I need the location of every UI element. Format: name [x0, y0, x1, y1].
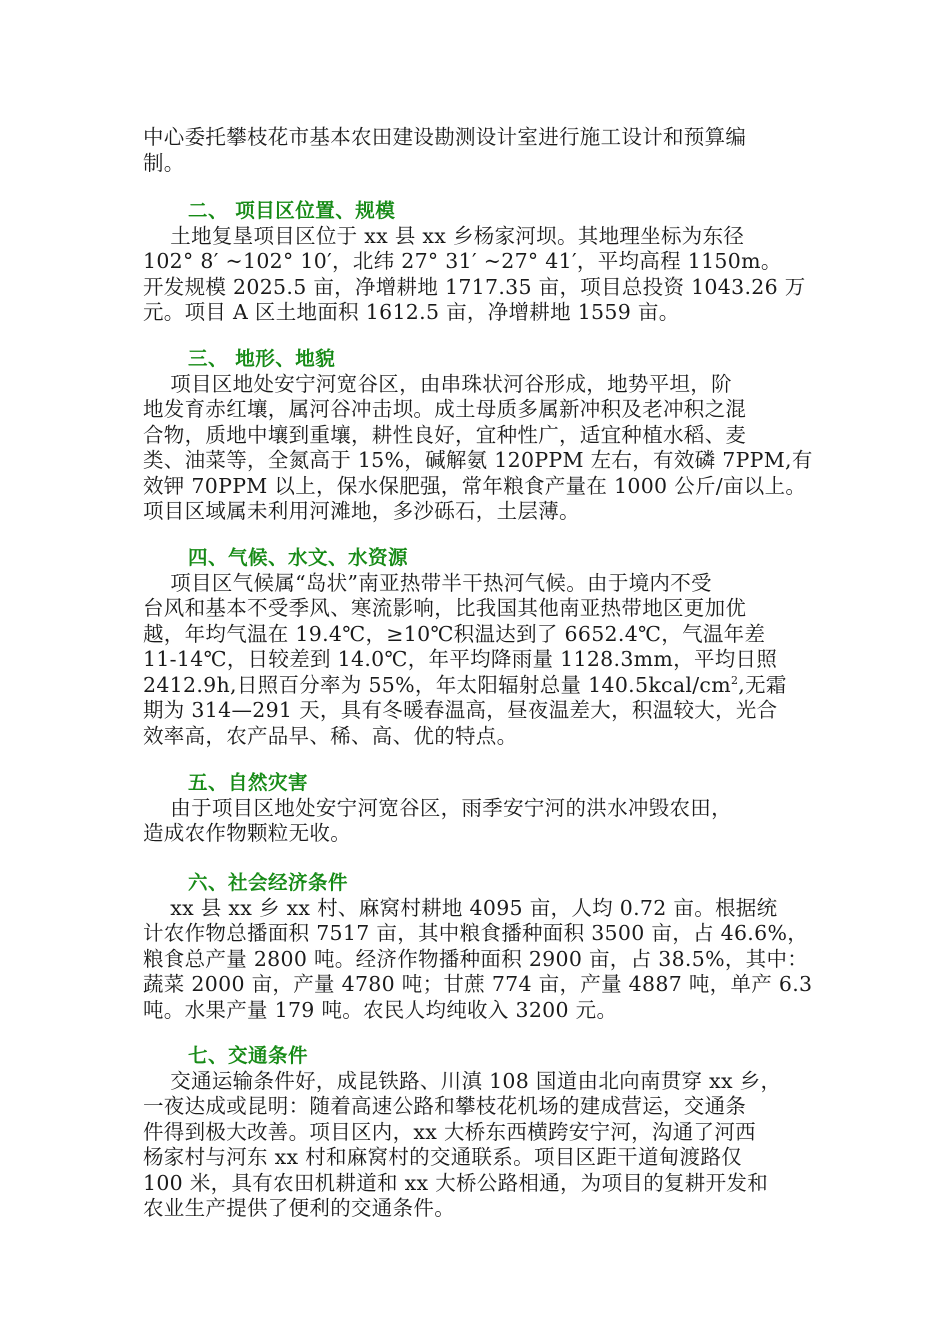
section-heading: 三、 地形、地貌	[188, 347, 336, 370]
text-line: 102° 8′ ~102° 10′，北纬 27° 31′ ~27° 41′，平均高程 1150m。	[143, 249, 782, 273]
text-line: 合物，质地中壤到重壤，耕性良好，宜种性广，适宜种植水稻、麦	[143, 422, 747, 447]
text-line: 粮食总产量 2800 吨。经济作物播种面积 2900 亩，占 38.5%，其中：	[143, 946, 809, 971]
text-line: 期为 314—291 天，具有冬暖春温高，昼夜温差大，积温较大，光合	[143, 698, 778, 722]
section-heading: 七、交通条件	[188, 1044, 309, 1067]
text-line: 蔬菜 2000 亩，产量 4780 吨；甘蔗 774 亩，产量 4887 吨，单产 6.3	[143, 972, 813, 996]
section-heading: 五、自然灾害	[188, 771, 309, 794]
section-terrain	[143, 346, 823, 525]
text-line: 地发育赤红壤，属河谷冲击坝。成土母质多属新冲积及老冲积之混	[143, 397, 747, 421]
text-line: 造成农作物颗粒无收。	[143, 821, 351, 845]
intro-paragraph	[143, 125, 823, 176]
section-location-scale	[143, 198, 823, 326]
text-line: 一夜达成或昆明：随着高速公路和攀枝花机场的建成营运，交通条	[143, 1094, 747, 1118]
text-line: 项目区气候属“岛状”南亚热带半干热河气候。由于境内不受	[143, 570, 712, 595]
section-heading: 六、社会经济条件	[188, 871, 349, 894]
superscript: 2	[730, 673, 739, 687]
text-line: 计农作物总播面积 7517 亩，其中粮食播种面积 3500 亩，占 46.6%，	[143, 921, 809, 945]
section-socioeconomic	[143, 870, 823, 1023]
text-line: 土地复垦项目区位于 xx 县 xx 乡杨家河坝。其地理坐标为东径	[143, 223, 745, 248]
text-line: xx 县 xx 乡 xx 村、麻窝村耕地 4095 亩，人均 0.72 亩。根据统	[143, 895, 778, 920]
text-line: 件得到极大改善。项目区内，xx 大桥东西横跨安宁河，沟通了河西	[143, 1119, 756, 1144]
text-line: 中心委托攀枝花市基本农田建设勘测设计室进行施工设计和预算编	[143, 125, 747, 149]
text-line: 项目区域属未利用河滩地，多沙砾石，土层薄。	[143, 499, 580, 523]
text-line: 吨。水果产量 179 吨。农民人均纯收入 3200 元。	[143, 997, 618, 1022]
text-line: 100 米，具有农田机耕道和 xx 大桥公路相通，为项目的复耕开发和	[143, 1170, 768, 1195]
text-line: 农业生产提供了便利的交通条件。	[143, 1196, 455, 1220]
text-line: 元。项目 A 区土地面积 1612.5 亩，净增耕地 1559 亩。	[143, 300, 680, 324]
text-line: 交通运输条件好，成昆铁路、川滇 108 国道由北向南贯穿 xx 乡，	[143, 1068, 782, 1093]
text-line: 由于项目区地处安宁河宽谷区，雨季安宁河的洪水冲毁农田，	[143, 795, 732, 820]
section-transportation	[143, 1043, 823, 1222]
text-segment: ,无霜	[738, 672, 787, 697]
text-segment: 2412.9h,日照百分率为 55%，年太阳辐射总量 140.5kcal/cm	[143, 672, 731, 697]
text-line: 越，年均气温在 19.4℃，≥10℃积温达到了 6652.4℃，气温年差	[143, 621, 766, 646]
text-line: 开发规模 2025.5 亩，净增耕地 1717.35 亩，项目总投资 1043.26 万	[143, 274, 806, 299]
text-line: 11-14℃，日较差到 14.0℃，年平均降雨量 1128.3mm，平均日照	[143, 647, 778, 671]
text-line	[143, 673, 823, 699]
text-line: 效率高，农产品早、稀、高、优的特点。	[143, 723, 518, 748]
section-heading: 四、气候、水文、水资源	[188, 546, 409, 569]
text-line: 杨家村与河东 xx 村和麻窝村的交通联系。项目区距干道甸渡路仅	[143, 1145, 742, 1169]
text-line: 类、油菜等，全氮高于 15%，碱解氨 120PPM 左右，有效磷 7PPM,有	[143, 448, 813, 472]
text-line: 制。	[143, 150, 185, 175]
text-line: 台风和基本不受季风、寒流影响，比我国其他南亚热带地区更加优	[143, 596, 747, 620]
section-climate	[143, 545, 823, 749]
section-heading: 二、 项目区位置、规模	[188, 199, 396, 222]
text-line: 效钾 70PPM 以上，保水保肥强，常年粮食产量在 1000 公斤/亩以上。	[143, 473, 807, 498]
text-line: 项目区地处安宁河宽谷区，由串珠状河谷形成，地势平坦，阶	[143, 371, 732, 396]
section-disasters	[143, 770, 823, 847]
